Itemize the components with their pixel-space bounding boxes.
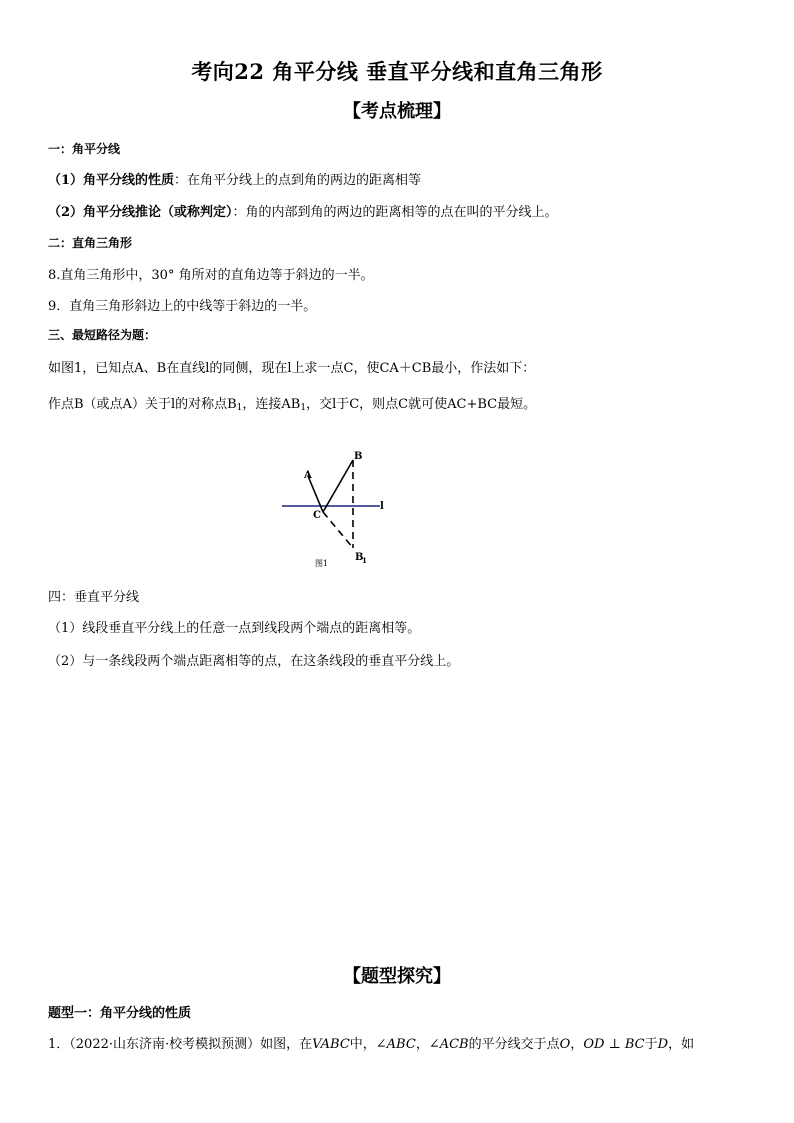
para2-sub1: 1	[236, 403, 243, 413]
section3-para2	[48, 393, 536, 413]
label-C: C	[313, 510, 321, 521]
label-l: l	[380, 501, 384, 512]
q1-part-d: 的平分线交于点	[468, 1037, 560, 1052]
section1-heading: 一：角平分线	[48, 142, 121, 156]
para2-part-b: ，连接AB	[242, 397, 301, 412]
section-title-kaodian: 【考点梳理】	[343, 101, 451, 122]
q1-od-perp-bc: OD ⊥ BC	[583, 1037, 645, 1052]
segment-C-B	[323, 460, 353, 512]
label-B1-sub: 1	[362, 556, 367, 565]
section4-item1: （1）线段垂直平分线上的任意一点到线段两个端点的距离相等。	[48, 621, 421, 636]
label-A: A	[304, 470, 312, 481]
q1-point-d: D	[657, 1037, 669, 1052]
section4-item2: （2）与一条线段两个端点距离相等的点，在这条线段的垂直平分线上。	[48, 654, 460, 669]
section1-item2	[48, 201, 558, 220]
type1-heading: 题型一：角平分线的性质	[48, 1006, 192, 1021]
item2-label: （2）角平分线推论（或称判定）	[48, 205, 233, 220]
q1-angle-abc: ∠ABC	[375, 1037, 416, 1052]
q1-point-o: O	[559, 1037, 571, 1052]
q1-angle-acb: ∠ACB	[428, 1037, 469, 1052]
section2-item9: 9．直角三角形斜边上的中线等于斜边的一半。	[48, 299, 317, 314]
figure-1-diagram	[280, 448, 410, 573]
label-B: B	[354, 451, 363, 462]
section2-item8: 8.直角三角形中，30° 角所对的直角边等于斜边的一半。	[48, 268, 374, 283]
label-B1: B	[355, 552, 364, 563]
para2-part-c: ，交l于C，则点C就可使AC+BC最短。	[306, 397, 537, 412]
segment-C-B1-dashed	[323, 512, 353, 548]
para2-sub2: 1	[300, 403, 307, 413]
q1-part-b: 中，	[349, 1037, 376, 1052]
para2-part-a: 作点B（或点A）关于l的对称点B	[48, 397, 237, 412]
q1-part-a: 1．（2022·山东济南·校考模拟预测）如图，在	[48, 1037, 313, 1052]
section1-item1	[48, 169, 421, 188]
section4-heading: 四：垂直平分线	[48, 590, 140, 605]
figure-caption: 图1	[315, 559, 329, 568]
section2-heading: 二：直角三角形	[48, 236, 133, 250]
question-1	[48, 1033, 694, 1052]
item2-text: ：角的内部到角的两边的距离相等的点在叫的平分线上。	[232, 205, 558, 220]
q1-part-c: ，	[415, 1037, 429, 1052]
section-title-explore: 【题型探究】	[343, 966, 451, 987]
q1-part-g: ，如	[668, 1037, 695, 1052]
item1-text: ：在角平分线上的点到角的两边的距离相等	[174, 173, 422, 188]
q1-part-e: ，	[570, 1037, 584, 1052]
q1-part-f: 于	[644, 1037, 658, 1052]
item1-label: （1）角平分线的性质	[48, 173, 175, 188]
section3-para1: 如图1，已知点A、B在直线l的同侧，现在l上求一点C，使CA＋CB最小，作法如下：	[48, 361, 536, 376]
section3-heading: 三、最短路径为题：	[48, 328, 157, 342]
q1-triangle: VABC	[312, 1037, 350, 1052]
page-title: 考向22 角平分线 垂直平分线和直角三角形	[191, 59, 603, 84]
